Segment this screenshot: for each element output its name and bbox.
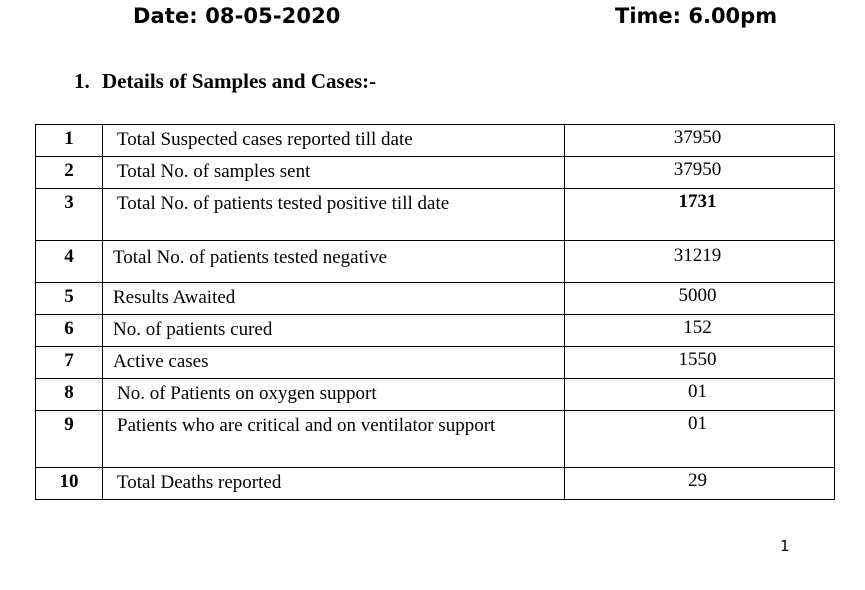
row-parameter: Total Suspected cases reported till date	[103, 125, 565, 157]
row-parameter: Active cases	[103, 347, 565, 379]
table-row	[36, 468, 835, 500]
row-number: 9	[36, 411, 103, 468]
row-value: 1731	[565, 189, 835, 241]
page-number: 1	[780, 537, 790, 555]
row-value: 01	[565, 411, 835, 468]
row-number: 3	[36, 189, 103, 241]
header-date: Date: 08-05-2020	[133, 4, 341, 28]
row-value: 5000	[565, 283, 835, 315]
row-parameter-text: Patients who are critical and on ventilator support	[117, 415, 496, 436]
table-row	[36, 125, 835, 157]
row-value: 1550	[565, 347, 835, 379]
row-number: 7	[36, 347, 103, 379]
section-heading	[74, 69, 376, 94]
row-value: 152	[565, 315, 835, 347]
row-parameter	[103, 411, 565, 468]
row-value: 37950	[565, 125, 835, 157]
section-number: 1.	[74, 69, 90, 93]
row-number: 1	[36, 125, 103, 157]
table-row	[36, 379, 835, 411]
row-value: 37950	[565, 157, 835, 189]
table-row	[36, 315, 835, 347]
row-number: 4	[36, 241, 103, 283]
row-parameter: No. of patients cured	[103, 315, 565, 347]
row-value: 01	[565, 379, 835, 411]
table-row	[36, 347, 835, 379]
table-row	[36, 241, 835, 283]
row-number: 2	[36, 157, 103, 189]
section-title: Details of Samples and Cases:-	[102, 69, 377, 93]
row-number: 8	[36, 379, 103, 411]
table-row	[36, 283, 835, 315]
row-parameter: Results Awaited	[103, 283, 565, 315]
row-parameter: Total No. of patients tested negative	[103, 241, 565, 283]
row-parameter: Total No. of patients tested positive till date	[103, 189, 565, 241]
cases-table	[35, 124, 835, 500]
table-row	[36, 189, 835, 241]
row-parameter: No. of Patients on oxygen support	[103, 379, 565, 411]
row-number: 10	[36, 468, 103, 500]
header-time: Time: 6.00pm	[615, 4, 778, 28]
row-value: 29	[565, 468, 835, 500]
table-row	[36, 411, 835, 468]
row-parameter: Total No. of samples sent	[103, 157, 565, 189]
table-row	[36, 157, 835, 189]
row-parameter: Total Deaths reported	[103, 468, 565, 500]
row-value: 31219	[565, 241, 835, 283]
row-number: 5	[36, 283, 103, 315]
row-number: 6	[36, 315, 103, 347]
